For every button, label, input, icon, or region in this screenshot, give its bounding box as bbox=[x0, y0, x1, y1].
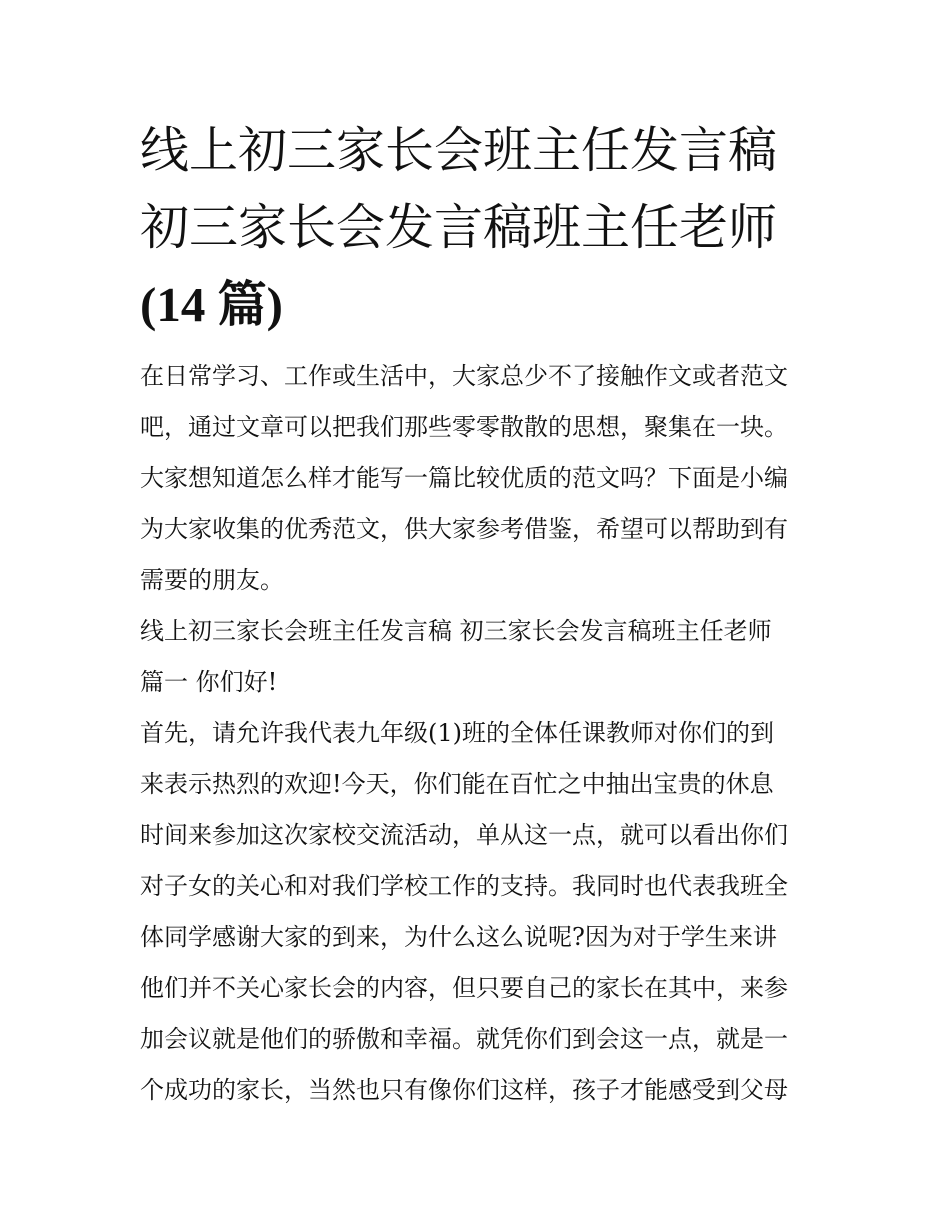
document-content bbox=[140, 112, 820, 1116]
text-line: 时间来参加这次家校交流活动，单从这一点，就可以看出你们 bbox=[140, 821, 788, 849]
text-line: 在日常学习、工作或生活中，大家总少不了接触作文或者范文 bbox=[140, 362, 788, 390]
speech-paragraph bbox=[140, 708, 820, 1116]
text-line: 首先，请允许我代表九年级(1)班的全体任课教师对你们的到 bbox=[140, 719, 774, 747]
text-line: 需要的朋友。 bbox=[140, 566, 284, 594]
title-line-1: 线上初三家长会班主任发言稿 bbox=[140, 122, 778, 179]
document-title bbox=[140, 112, 820, 343]
text-line: 对子女的关心和对我们学校工作的支持。我同时也代表我班全 bbox=[140, 872, 788, 900]
text-line: 个成功的家长，当然也只有像你们这样，孩子才能感受到父母 bbox=[140, 1076, 788, 1104]
document-body bbox=[140, 351, 820, 1116]
text-line: 他们并不关心家长会的内容，但只要自己的家长在其中，来参 bbox=[140, 974, 788, 1002]
title-line-3: (14 篇) bbox=[140, 277, 283, 332]
text-line: 篇一 你们好! bbox=[140, 668, 278, 696]
text-line: 吧，通过文章可以把我们那些零零散散的思想，聚集在一块。 bbox=[140, 413, 788, 441]
title-line-2: 初三家长会发言稿班主任老师 bbox=[140, 199, 778, 256]
text-line: 大家想知道怎么样才能写一篇比较优质的范文吗？下面是小编 bbox=[140, 464, 788, 492]
text-line: 为大家收集的优秀范文，供大家参考借鉴，希望可以帮助到有 bbox=[140, 515, 788, 543]
section-heading-paragraph bbox=[140, 606, 820, 708]
text-line: 加会议就是他们的骄傲和幸福。就凭你们到会这一点，就是一 bbox=[140, 1025, 788, 1053]
text-line: 线上初三家长会班主任发言稿 初三家长会发言稿班主任老师 bbox=[140, 617, 772, 645]
text-line: 体同学感谢大家的到来，为什么这么说呢?因为对于学生来讲 bbox=[140, 923, 777, 951]
intro-paragraph bbox=[140, 351, 820, 606]
text-line: 来表示热烈的欢迎!今天，你们能在百忙之中抽出宝贵的休息 bbox=[140, 770, 774, 798]
